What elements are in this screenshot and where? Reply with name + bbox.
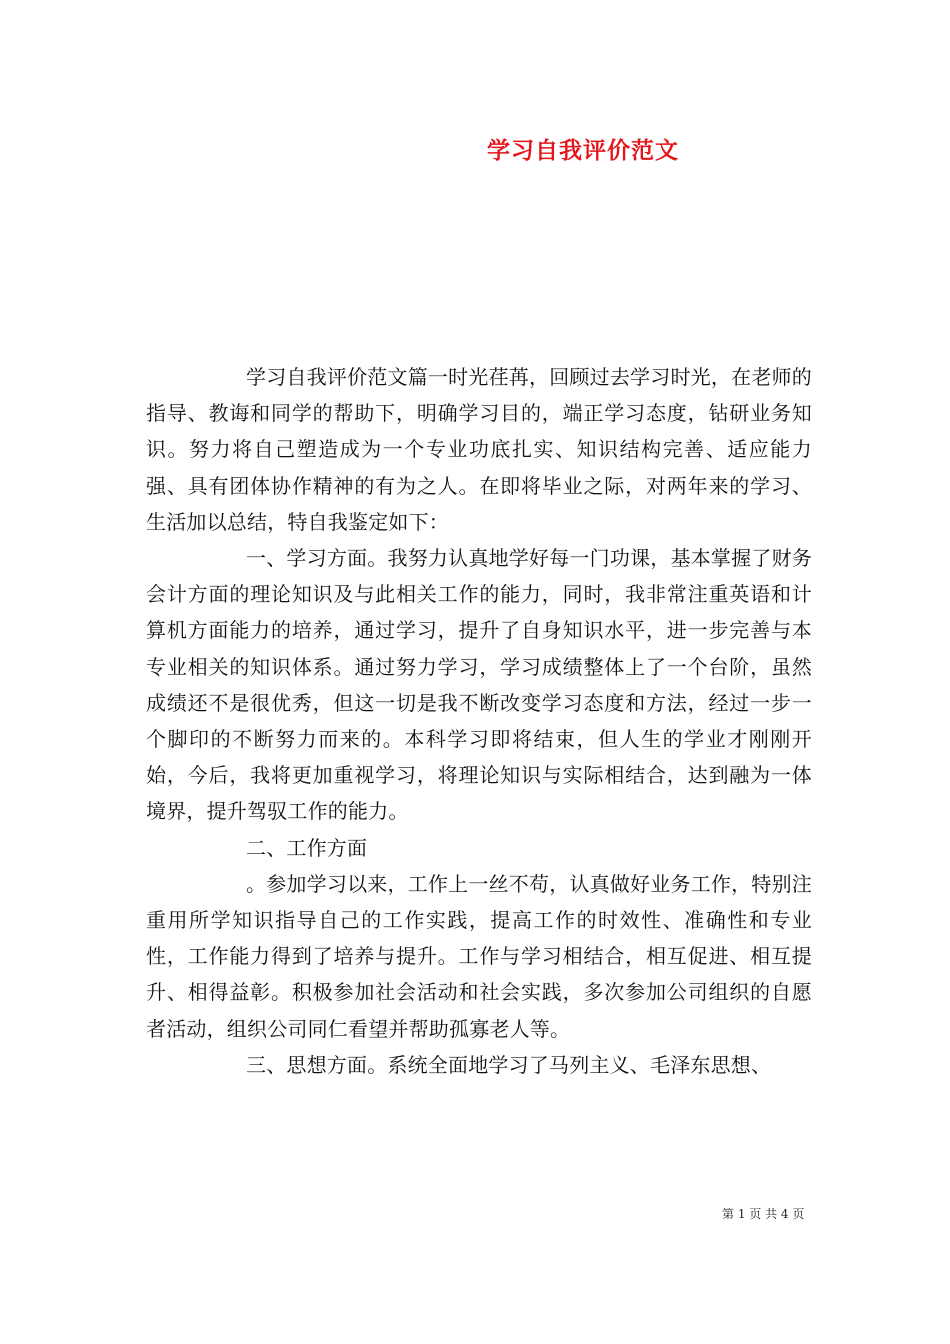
paragraph-work-heading: 二、工作方面 bbox=[246, 835, 368, 860]
document-title: 学习自我评价范文 bbox=[487, 137, 679, 164]
paragraph-work: 。参加学习以来，工作上一丝不苟，认真做好业务工作，特别注重用所学知识指导自己的工作实践，提高工作的时效性、准确性和专业性，工作能力得到了培养与提升。工作与学习相结合，相互促进、相互提升、相得益彰。积极参加社会活动和社会实践，多次参加公司组织的自愿者活动，组织公司同仁看望并帮助孤寡老人等。 bbox=[146, 871, 812, 1041]
paragraph-study: 一、学习方面。我努力认真地学好每一门功课，基本掌握了财务会计方面的理论知识及与此相关工作的能力，同时，我非常注重英语和计算机方面能力的培养，通过学习，提升了自身知识水平，进一步完善与本专业相关的知识体系。通过努力学习，学习成绩整体上了一个台阶，虽然成绩还不是很优秀，但这一切是我不断改变学习态度和方法，经过一步一个脚印的不断努力而来的。本科学习即将结束，但人生的学业才刚刚开始，今后，我将更加重视学习，将理论知识与实际相结合，达到融为一体境界，提升驾驭工作的能力。 bbox=[146, 546, 812, 824]
document-body bbox=[146, 359, 812, 1083]
page-number-footer: 第 1 页 共 4 页 bbox=[722, 1207, 805, 1221]
paragraph-thought: 三、思想方面。系统全面地学习了马列主义、毛泽东思想、 bbox=[246, 1052, 772, 1077]
paragraph-intro: 学习自我评价范文篇一时光荏苒，回顾过去学习时光，在老师的指导、教诲和同学的帮助下，明确学习目的，端正学习态度，钻研业务知识。努力将自己塑造成为一个专业功底扎实、知识结构完善、适应能力强、具有团体协作精神的有为之人。在即将毕业之际，对两年来的学习、生活加以总结，特自我鉴定如下： bbox=[146, 365, 812, 534]
